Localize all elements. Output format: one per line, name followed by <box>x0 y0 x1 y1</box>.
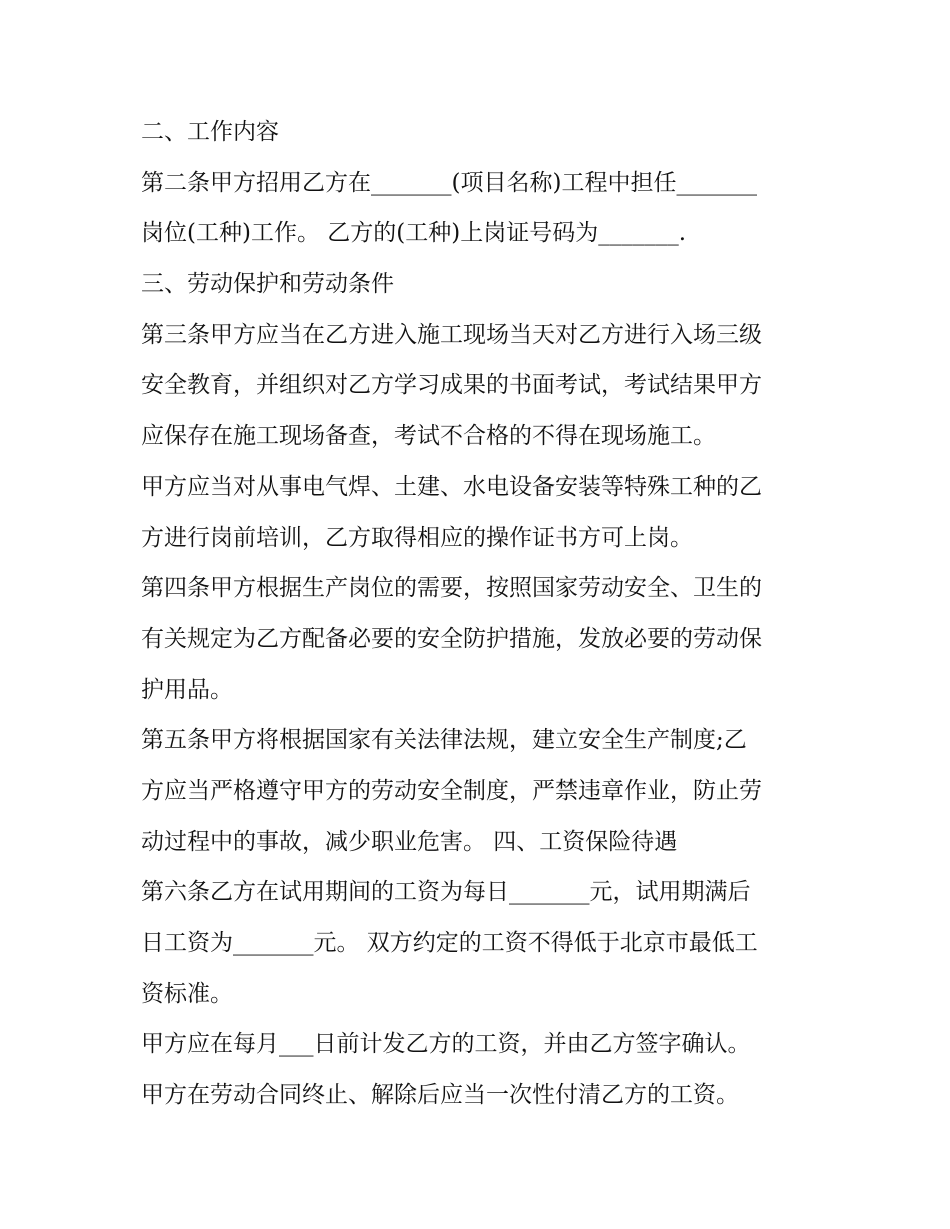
special-training-line-2: 方进行岗前培训，乙方取得相应的操作证书方可上岗。 <box>141 524 693 551</box>
final-wage-line: 甲方在劳动合同终止、解除后应当一次性付清乙方的工资。 <box>141 1082 739 1109</box>
article-2-line-2: 岗位(工种)工作。 乙方的(工种)上岗证号码为_______. <box>141 220 687 247</box>
contract-body <box>141 107 821 1121</box>
special-training-line-1: 甲方应当对从事电气焊、土建、水电设备安装等特殊工种的乙 <box>141 473 762 500</box>
article-5-line-1: 第五条甲方将根据国家有关法律法规，建立安全生产制度;乙 <box>141 727 747 754</box>
article-6-line-2: 日工资为_______元。 双方约定的工资不得低于北京市最低工 <box>141 930 758 956</box>
article-3-line-3: 应保存在施工现场备查，考试不合格的不得在现场施工。 <box>141 423 716 450</box>
article-4-line-3: 护用品。 <box>141 676 233 703</box>
article-5-line-3: 动过程中的事故，减少职业危害。 四、工资保险待遇 <box>141 828 678 855</box>
section-heading-labor-protection: 三、劳动保护和劳动条件 <box>141 271 394 298</box>
section-heading-work-content: 二、工作内容 <box>141 119 279 145</box>
wage-payment-line: 甲方应在每月___日前计发乙方的工资，并由乙方签字确认。 <box>141 1031 751 1058</box>
article-5-line-2: 方应当严格遵守甲方的劳动安全制度，严禁违章作业，防止劳 <box>141 777 762 804</box>
article-2-line-1: 第二条甲方招用乙方在_______(项目名称)工程中担任_______ <box>141 169 757 196</box>
article-3-line-1: 第三条甲方应当在乙方进入施工现场当天对乙方进行入场三级 <box>141 321 762 348</box>
article-4-line-2: 有关规定为乙方配备必要的安全防护措施，发放必要的劳动保 <box>141 625 762 652</box>
article-6-line-3: 资标准。 <box>141 980 233 1007</box>
article-4-line-1: 第四条甲方根据生产岗位的需要，按照国家劳动安全、卫生的 <box>141 575 762 602</box>
article-6-line-1: 第六条乙方在试用期间的工资为每日_______元，试用期满后 <box>141 879 751 906</box>
article-3-line-2: 安全教育，并组织对乙方学习成果的书面考试，考试结果甲方 <box>141 372 762 399</box>
